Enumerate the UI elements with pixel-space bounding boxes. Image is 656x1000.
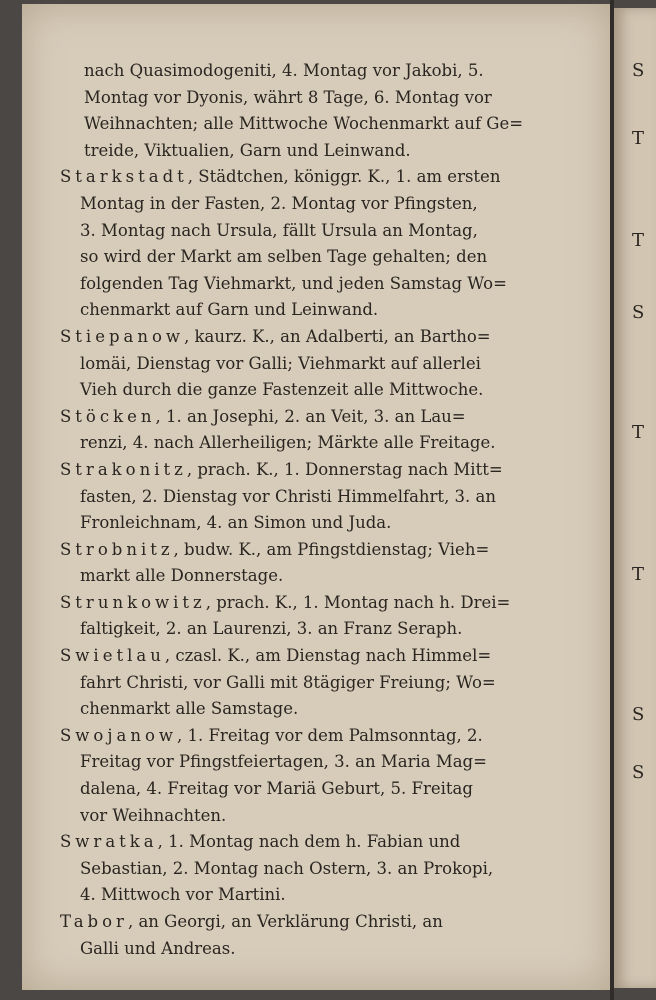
list-entry: [60, 537, 594, 590]
place-name: Tabor: [60, 912, 128, 931]
entry-line: Fronleichnam, 4. an Simon und Juda.: [80, 513, 392, 533]
entry-line: chenmarkt auf Garn und Leinwand.: [80, 300, 379, 320]
list-entry: [60, 164, 594, 324]
list-entry: [60, 324, 594, 404]
entry-line: Vieh durch die ganze Fastenzeit alle Mittwoche.: [80, 380, 484, 400]
entry-line: , budw. K., am Pfingstdienstag; Vieh=: [173, 539, 490, 559]
entry-line: , Städtchen, königgr. K., 1. am ersten: [187, 167, 501, 187]
place-name: Swratka: [60, 832, 158, 852]
entry-line: , 1. Freitag vor dem Palmsonntag, 2.: [177, 725, 483, 745]
right-edge-letter: T: [632, 230, 645, 251]
entry-line: 3. Montag nach Ursula, fällt Ursula an Montag,: [80, 220, 478, 240]
place-name: Strakonitz: [60, 459, 187, 479]
entry-line: renzi, 4. nach Allerheiligen; Märkte alle Freitage.: [80, 433, 496, 453]
right-edge-letter: S: [632, 302, 645, 323]
list-entry: [60, 909, 594, 962]
right-edge-letter: T: [632, 128, 645, 149]
right-edge-letter: S: [632, 704, 645, 725]
list-entry: [84, 58, 594, 164]
list-entry: [60, 643, 594, 723]
entry-line: , czasl. K., am Dienstag nach Himmel=: [164, 646, 492, 666]
entry-line: Weihnachten; alle Mittwoche Wochenmarkt auf Ge=: [84, 114, 524, 134]
entry-line: Montag vor Dyonis, währt 8 Tage, 6. Montag vor: [84, 87, 492, 107]
entry-line: 4. Mittwoch vor Martini.: [80, 885, 286, 905]
entry-line: dalena, 4. Freitag vor Mariä Geburt, 5. Freitag: [80, 779, 473, 799]
place-name: Stöcken: [60, 406, 156, 426]
place-name: Starkstadt: [60, 167, 188, 187]
entry-line: so wird der Markt am selben Tage gehalten; den: [80, 247, 488, 267]
place-name: Strobnitz: [60, 539, 174, 559]
place-name: Swietlau: [60, 646, 165, 666]
list-entry: [60, 457, 594, 537]
market-list: [60, 58, 594, 962]
entry-line: fasten, 2. Dienstag vor Christi Himmelfahrt, 3. an: [80, 486, 497, 506]
entry-line: markt alle Donnerstage.: [80, 566, 284, 586]
place-name: Swojanow: [60, 725, 177, 745]
place-name: Stiepanow: [60, 326, 185, 346]
entry-line: , an Georgi, an Verklärung Christi, an: [127, 912, 443, 931]
right-edge-letter: S: [632, 762, 645, 783]
entry-line: folgenden Tag Viehmarkt, und jeden Samstag Wo=: [80, 273, 507, 293]
entry-line: lomäi, Dienstag vor Galli; Viehmarkt auf allerlei: [80, 353, 481, 373]
entry-line: nach Quasimodogeniti, 4. Montag vor Jakobi, 5.: [84, 61, 484, 80]
entry-line: Sebastian, 2. Montag nach Ostern, 3. an Prokopi,: [80, 858, 494, 878]
list-entry: [60, 590, 594, 643]
entry-line: , prach. K., 1. Donnerstag nach Mitt=: [186, 459, 503, 479]
entry-line: , prach. K., 1. Montag nach h. Drei=: [205, 592, 511, 612]
entry-line: Galli und Andreas.: [80, 938, 236, 958]
right-edge-letter: T: [632, 422, 645, 443]
entry-line: fahrt Christi, vor Galli mit 8tägiger Freiung; Wo=: [80, 672, 496, 692]
entry-line: treide, Viktualien, Garn und Leinwand.: [84, 140, 411, 160]
entry-line: , 1. Montag nach dem h. Fabian und: [157, 832, 461, 852]
right-edge-letter: T: [632, 564, 645, 585]
right-edge-letter: S: [632, 60, 645, 81]
entry-line: , kaurz. K., an Adalberti, an Bartho=: [184, 326, 491, 346]
entry-line: Montag in der Fasten, 2. Montag vor Pfingsten,: [80, 193, 478, 213]
right-page-edge: [614, 8, 656, 988]
entry-line: faltigkeit, 2. an Laurenzi, 3. an Franz Seraph.: [80, 619, 463, 639]
entry-line: vor Weihnachten.: [80, 805, 227, 825]
list-entry: [60, 404, 594, 457]
list-entry: [60, 829, 594, 909]
entry-line: Freitag vor Pfingstfeiertagen, 3. an Maria Mag=: [80, 752, 487, 772]
place-name: Strunkowitz: [60, 592, 206, 612]
entry-line: chenmarkt alle Samstage.: [80, 699, 299, 719]
entry-line: , 1. an Josephi, 2. an Veit, 3. an Lau=: [155, 406, 466, 426]
list-entry: [60, 723, 594, 829]
